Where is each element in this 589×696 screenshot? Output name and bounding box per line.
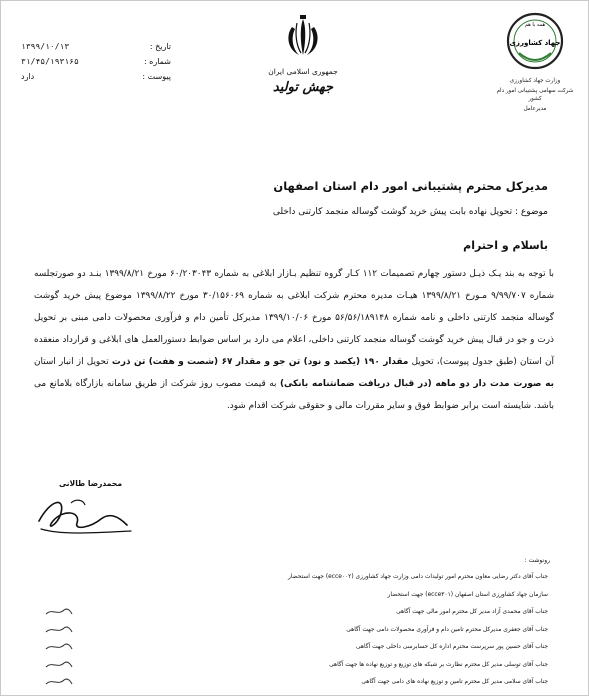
org-line-3: مدیرعامل xyxy=(523,106,547,112)
logo-top-text: همه با هم xyxy=(524,22,546,28)
letter-body xyxy=(34,263,554,417)
body-bold-quantities: مقدار ۱۹۰ (یکصد و نود) تن جو و مقدار ۶۷ (شصت و هفت) تن ذرت xyxy=(111,357,409,367)
attachment-label: پیوست : xyxy=(142,72,171,81)
date-label: تاریخ : xyxy=(149,42,171,51)
cc-item-text: جناب آقای سلامی مدیر کل محترم تامین و توزیع نهاده های دامی جهت آگاهی xyxy=(361,679,548,685)
jahad-logo-icon xyxy=(505,11,565,71)
cc-heading: رونوشت : xyxy=(524,557,550,564)
number-label: شماره : xyxy=(143,57,171,66)
slogan: جهش تولید xyxy=(272,80,334,95)
number-row xyxy=(21,54,171,69)
cc-item xyxy=(68,639,548,657)
cc-item xyxy=(68,657,548,675)
body-part-2: تحویل از انبار استان xyxy=(34,357,109,367)
handwritten-mark-icon xyxy=(44,624,74,636)
cc-item xyxy=(68,622,548,640)
cc-item-text: جناب آقای حسین پور سرپرست محترم اداره کل حسابرسی داخلی جهت آگاهی xyxy=(355,644,548,650)
cc-item-text: جناب آقای دکتر رضایی معاون محترم امور تولیدات دامی وزارت جهاد کشاورزی (ecce۰۰۲) جهت استحضار xyxy=(288,574,548,580)
body-part-1: با توجه به بند یـک ذیـل دستور چهارم تصمیمات ۱۱۲ کـار گروه تنظیم بـازار ابلاغی به شماره ۶۰/۲۰۳۰۴۳ مورخ ۱۳۹۹/۸/۲۱ بنـد دو صورتجلسه شماره ۹/۹۹/۷۰۷ مـورخ ۱۳۹۹/۸/۲۱ هیـات مدیره محترم شرکت ابلاغی به شماره ۳۰/۱۵۶۰۶۹ مورخ ۱۳۹۹/۸/۲۲ موضوع پیش خرید گوشت گوساله منجمد کارتنی داخلی و نامه شماره ۵۶/۵۶/۱۸۹۱۴۸ مورخ ۱۳۹۹/۱۰/۰۶ مدیرکل تأمین دام و فرآوری محصولات دامی مبنی بر تحویل ذرت و جو در قبال پیش خرید گوشت گوساله منجمد کارتنی داخلی، اعلام می دارد بر اساس ضوابط دستورالعمل های ابلاغی و قرارداد منعقده آن استان (طبق جدول پیوست)، تحویل xyxy=(34,269,555,367)
cc-item-text: سازمان جهاد کشاورزی استان اصفهان (ecce۳۰۱) جهت استحضار xyxy=(387,591,548,598)
body-bold-terms: به صورت مدت دار دو ماهه (در قبال دریافت ضمانتنامه بانکی) xyxy=(280,379,554,389)
emblem-header xyxy=(251,15,355,95)
letter-meta xyxy=(21,39,171,84)
handwritten-mark-icon xyxy=(44,606,74,618)
cc-item xyxy=(68,569,548,587)
cc-item-text: جناب آقای محمدی آزاد مدیر کل محترم امور مالی جهت آگاهی xyxy=(396,609,548,615)
cc-list xyxy=(68,569,548,692)
date-value: ۱۳۹۹/۱۰/۱۳ xyxy=(21,42,70,51)
logo-name-text: جهاد کشاورزی xyxy=(509,39,561,47)
attachment-value: دارد xyxy=(21,72,35,81)
cc-item xyxy=(68,604,548,622)
signature-icon xyxy=(31,491,141,539)
date-row xyxy=(21,39,171,54)
handwritten-mark-icon xyxy=(44,676,74,688)
cc-item-text: جناب آقای توسلی مدیر کل محترم نظارت بر شبکه های توزیع و توزیع نهاده ها جهت آگاهی xyxy=(329,661,548,668)
addressee: مدیرکل محترم پشتیبانی امور دام استان اصفهان xyxy=(273,179,548,193)
number-value: ۳۱/۴۵/۱۹۳۱۶۵ xyxy=(21,57,79,66)
cc-item xyxy=(68,587,548,605)
iran-emblem-icon xyxy=(283,15,323,61)
handwritten-mark-icon xyxy=(44,659,74,671)
organization-header xyxy=(490,11,580,113)
body-part-3: به قیمت مصوب روز شرکت از طریق سامانه بازارگاه بلامانع می باشد. شایسته است برابر ضوابط فوق و سایر مقررات مالی و حقوقی شرکت اقدام شود. xyxy=(34,379,554,411)
handwritten-mark-icon xyxy=(44,641,74,653)
org-line-2: شرکت سهامی پشتیبانی امور دام کشور xyxy=(496,88,574,102)
cc-item xyxy=(68,674,548,692)
signer-name: محمدرضا طالانی xyxy=(59,479,123,488)
subject: موضوع : تحویل نهاده بابت پیش خرید گوشت گوساله منجمد کارتنی داخلی xyxy=(272,207,548,217)
salutation: باسلام و احترام xyxy=(463,239,548,252)
republic-title: جمهوری اسلامی ایران xyxy=(268,67,338,76)
attachment-row xyxy=(21,69,171,84)
org-line-1: وزارت جهاد کشاورزی xyxy=(509,78,561,84)
cc-item-text: جناب آقای جعفری مدیرکل محترم تامین دام و فرآوری محصولات دامی جهت آگاهی xyxy=(346,626,548,633)
